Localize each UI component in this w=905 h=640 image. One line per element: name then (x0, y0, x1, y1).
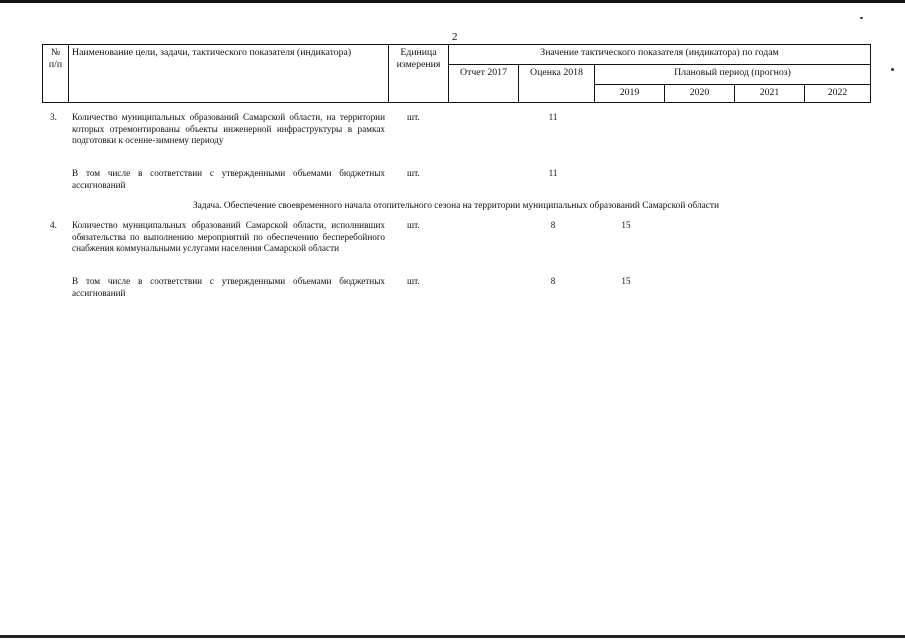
row-estimate-2018: 11 (548, 112, 558, 122)
row-estimate-2018: 8 (550, 220, 556, 230)
header-unit: Единица измерения (389, 45, 449, 103)
row-unit: шт. (407, 276, 420, 286)
row-plan-2019: 15 (621, 220, 631, 230)
row-number: 4. (50, 220, 57, 230)
header-estimate-2018: Оценка 2018 (519, 65, 595, 103)
header-year-2019: 2019 (595, 85, 665, 103)
header-plan-period: Плановый период (прогноз) (595, 65, 871, 85)
header-name: Наименование цели, задачи, тактического показателя (индикатора) (69, 45, 389, 103)
row-unit: шт. (407, 112, 420, 122)
header-num: № п/п (43, 45, 69, 103)
header-year-2022: 2022 (805, 85, 871, 103)
row-estimate-2018: 11 (548, 168, 558, 178)
row-unit: шт. (407, 168, 420, 178)
scan-edge-top (0, 0, 905, 3)
page-number: 2 (452, 31, 458, 43)
scan-speck (891, 68, 894, 71)
row-name: Количество муниципальных образований Самарской области, исполнивших обязательства по выполнению мероприятий по обеспечению бесперебойного снабжения коммунальными услугами населения Самарской области (72, 220, 385, 253)
task-heading: Задача. Обеспечение своевременного начала отопительного сезона на территории муниципальных образований Самарской области (192, 201, 720, 211)
header-values-group: Значение тактического показателя (индикатора) по годам (449, 45, 871, 65)
row-name: Количество муниципальных образований Самарской области, на территории которых отремонтированы объекты инженерной инфраструктуры в рамках подготовки к осенне-зимнему периоду (72, 112, 385, 145)
row-name: В том числе в соответствии с утвержденными объемами бюджетных ассигнований (72, 168, 385, 190)
scan-edge-bottom (0, 635, 905, 638)
header-year-2020: 2020 (665, 85, 735, 103)
indicator-table-header (42, 44, 871, 103)
scan-speck (860, 17, 863, 19)
row-name: В том числе в соответствии с утвержденными объемами бюджетных ассигнований (72, 276, 385, 298)
row-unit: шт. (407, 220, 420, 230)
row-number: 3. (50, 112, 57, 122)
row-plan-2019: 15 (621, 276, 631, 286)
header-report-2017: Отчет 2017 (449, 65, 519, 103)
row-estimate-2018: 8 (550, 276, 556, 286)
header-year-2021: 2021 (735, 85, 805, 103)
